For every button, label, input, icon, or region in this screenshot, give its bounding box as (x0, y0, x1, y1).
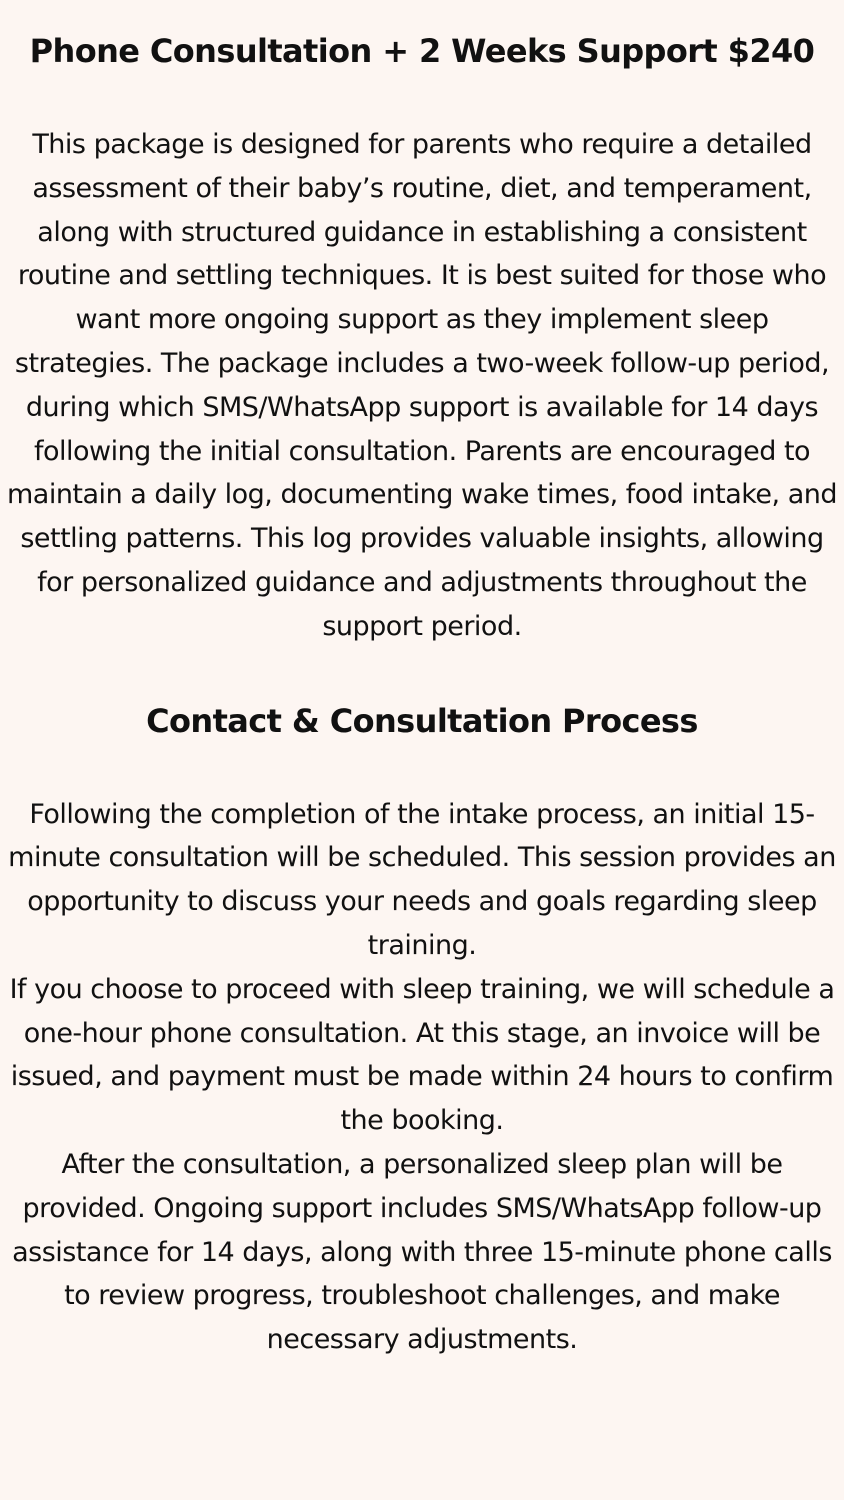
process-paragraph-intake: Following the completion of the intake process, an initial 15-minute consultation will be scheduled. This session provides an opportunity to discuss your needs and goals regarding sleep training. (8, 798, 836, 961)
package-title: Phone Consultation + 2 Weeks Support $240 (29, 32, 815, 70)
package-description: This package is designed for parents who require a detailed assessment of their baby’s routine, diet, and temperament, along with structured guidance in establishing a consistent routine and settling techniques. It is best suited for those who want more ongoing support as they implement sleep strategies. The package includes a two-week follow-up period, during which SMS/WhatsApp support is available for 14 days following the initial consultation. Parents are encouraged to maintain a daily log, documenting wake times, food intake, and settling patterns. This log provides valuable insights, allowing for personalized guidance and adjustments throughout the support period. (6, 129, 838, 642)
process-paragraph-booking: If you choose to proceed with sleep training, we will schedule a one-hour phone consultation. At this stage, an invoice will be issued, and payment must be made within 24 hours to confirm the booking. (9, 973, 835, 1137)
process-section (6, 793, 838, 1362)
process-heading: Contact & Consultation Process (146, 701, 698, 740)
process-paragraph-support: After the consultation, a personalized sleep plan will be provided. Ongoing support includes SMS/WhatsApp follow-up assistance for 14 days, along with three 15-minute phone calls to review progress, troubleshoot challenges, and make necessary adjustments. (12, 1148, 832, 1356)
